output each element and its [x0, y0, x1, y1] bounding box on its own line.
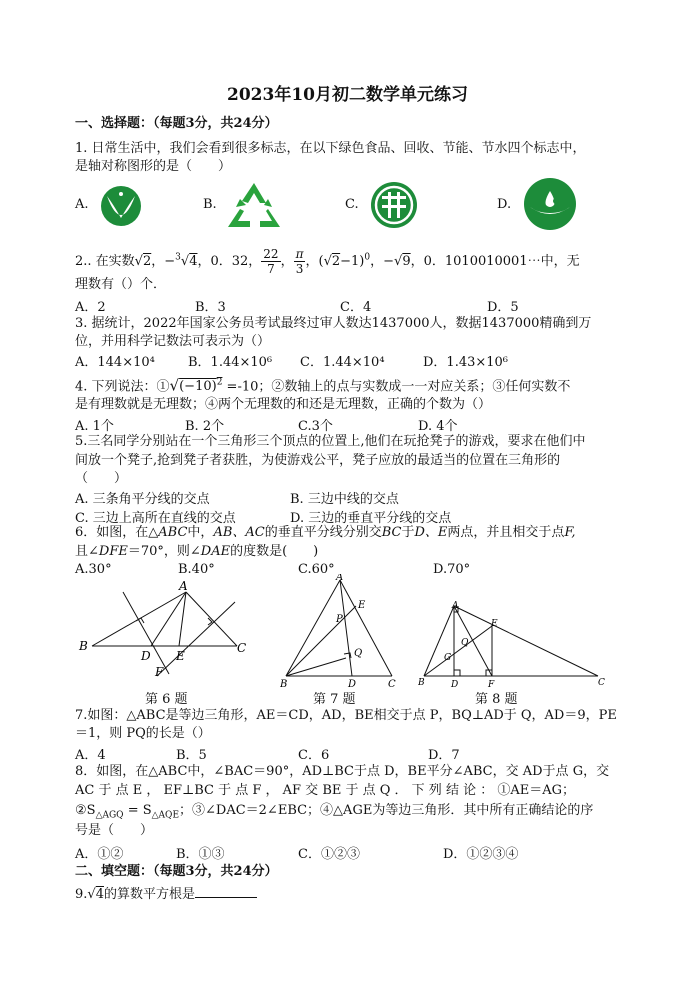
q3-line1: 3. 据统计，2022年国家公务员考试最终过审人数达1437000人，数据1437000精确到万	[75, 316, 592, 331]
green-food-icon	[95, 184, 147, 228]
q4-a: 4. 下列说法：①	[75, 379, 170, 395]
f7-caption: 第 7 题	[313, 692, 356, 707]
f7-label-p: P	[336, 614, 343, 625]
q9-prefix: 9.	[75, 887, 88, 902]
q2-line2: 理数有（）个．	[75, 277, 167, 292]
q8-option-a: A．①②	[75, 847, 124, 862]
q4-option-a: A. 1个	[75, 419, 114, 434]
q5-line2: 间放一个凳子,抢到凳子者获胜，为使游戏公平，凳子应放的最适当的位置在三角形的	[75, 453, 561, 468]
f7-label-a: A	[336, 574, 344, 583]
q6-line2: 且∠DFE＝70°，则∠DAE的度数是( )	[75, 544, 319, 559]
recycle-icon	[224, 179, 284, 231]
q3-option-a: A．144×10⁴	[75, 355, 155, 370]
q9-radicand: 4	[95, 887, 104, 902]
f8-caption: 第 8 题	[475, 692, 518, 707]
q2-sep: ，	[280, 254, 294, 269]
q8-option-b: B．①③	[176, 847, 225, 862]
q7-option-c: C．6	[298, 748, 330, 763]
f6-label-b: B	[79, 639, 88, 653]
q6-option-a: A.30°	[75, 562, 112, 577]
q2-t2: ，(	[305, 254, 324, 269]
q6-option-d: D.70°	[433, 562, 471, 577]
q4-exp: 2	[216, 378, 223, 388]
q3-option-b: B．1.44×10⁶	[188, 355, 273, 370]
q7-option-d: D．7	[428, 748, 460, 763]
energy-saving-icon	[368, 180, 420, 230]
q5-line1: 5.三名同学分别站在一个三角形三个顶点的位置上,他们在玩抢凳子的游戏，要求在他们中	[75, 434, 586, 449]
q7-option-a: A．4	[75, 748, 106, 763]
q9-answer-blank[interactable]	[195, 885, 257, 898]
q7-line2: ＝1，则 PQ的长是（）	[75, 726, 211, 741]
q4-line2: 是有理数就是无理数；④两个无理数的和还是无理数，正确的个数为（）	[75, 397, 492, 412]
f7-label-q: Q	[354, 648, 363, 659]
q2-t1: ，−	[151, 254, 176, 269]
q6-line1: 6．如图，在△ABC中，AB、AC的垂直平分线分别交BC于D、E两点，并且相交于点F,	[75, 525, 576, 540]
q2-option-d: D．5	[487, 300, 519, 315]
f6-label-d: D	[141, 649, 151, 663]
q2-option-b: B．3	[195, 300, 226, 315]
q2-t2b: −1)	[340, 254, 365, 269]
q2-prefix: 2.. 在实数	[75, 254, 135, 269]
q2-option-a: A．2	[75, 300, 106, 315]
section-choice-header: 一、选择题：（每题3分，共24分）	[75, 116, 278, 131]
f8-label-f: F	[488, 680, 495, 690]
q5-line3: （ ）	[75, 471, 128, 486]
q5-option-b: B. 三边中线的交点	[290, 492, 399, 507]
q4-option-c: C.3个	[298, 419, 333, 434]
q2-t3: ，−	[370, 254, 395, 269]
q8-line1: 8．如图，在△ABC中，∠BAC＝90°，AD⊥BC于点 D，BE平分∠ABC，交 AD于点 G，交	[75, 764, 610, 779]
q2-t1c: ，0．32，	[197, 254, 262, 269]
q2-t4: ，0．1010010001⋯中，无	[410, 254, 580, 269]
q1-label-c: C.	[345, 197, 359, 212]
f8-label-c: C	[598, 678, 605, 688]
f6-label-c: C	[237, 641, 247, 655]
f6-label-e: E	[176, 649, 185, 663]
q4-option-b: B. 2个	[185, 419, 225, 434]
q8-option-c: C．①②③	[298, 847, 360, 862]
q2-option-c: C．4	[340, 300, 372, 315]
q2-line1: 2.. 在实数√2，−$^3$√4，0．32， $\frac{22}{7}$ ， $\frac{\pi}{3}$ ，$(√2-1)^0$，−√9，0．1010010001⋯中，无	[75, 247, 580, 276]
q7-line1: 7.如图：△ABC是等边三角形，AE＝CD，AD，BE相交于点 P，BQ⊥AD于 Q，AD＝9，PE	[75, 708, 617, 723]
q2-sqrt9: 9	[402, 254, 411, 269]
q8-line2: AC 于 点 E ， EF⊥BC 于 点 F ， AF 交 BE 于 点 Q ． 下 列 结 论 ： ①AE＝AG；	[75, 783, 575, 798]
sqrt2: √2	[134, 254, 152, 269]
q2-exp: 0	[364, 252, 371, 263]
q2-frac2: $\frac{\pi}{3}$	[295, 247, 304, 276]
q9-line: 9.√4的算数平方根是	[75, 885, 257, 904]
q3-option-d: D．1.43×10⁶	[423, 355, 509, 370]
q1-line1: 1. 日常生活中，我们会看到很多标志，在以下绿色食品、回收、节能、节水四个标志中，	[75, 141, 586, 156]
q6-option-b: B.40°	[178, 562, 215, 577]
f8-label-g: G	[444, 653, 452, 663]
f8-label-q: Q	[461, 638, 469, 648]
q1-line2: 是轴对称图形的是（ ）	[75, 159, 232, 174]
q3-line2: 位，并用科学记数法可表示为（）	[75, 334, 271, 349]
q5-option-d: D. 三边的垂直平分线的交点	[290, 511, 452, 526]
q5-option-c: C. 三边上高所在直线的交点	[75, 511, 236, 526]
f7-label-c: C	[388, 679, 396, 690]
q3-option-c: C．1.44×10⁴	[300, 355, 385, 370]
f7-label-b: B	[280, 679, 288, 690]
f6-label-a: A	[179, 579, 188, 593]
q4-d: =-10；②数轴上的点与实数成一一对应关系；③任何实数不	[222, 379, 571, 395]
q1-label-a: A.	[75, 197, 89, 212]
figure-q7	[280, 574, 400, 692]
figure-q8	[418, 600, 608, 690]
q8-option-d: D．①②③④	[443, 847, 519, 862]
q1-label-b: B.	[203, 197, 217, 212]
page-title: 2023年10月初二数学单元练习	[227, 85, 468, 105]
f6-caption: 第 6 题	[145, 692, 188, 707]
q2-frac1: $\frac{22}{7}$	[263, 247, 279, 276]
f8-label-d: D	[451, 680, 459, 690]
q6-option-c: C.60°	[298, 562, 335, 577]
water-saving-icon	[522, 177, 578, 231]
q8-line4: 号是（ ）	[75, 823, 154, 838]
f7-label-d: D	[348, 679, 357, 690]
f8-label-b: B	[418, 678, 425, 688]
f6-label-f: F	[155, 665, 164, 679]
q4-line1: 4. 下列说法：$①√(-10)^2 =-10$；②数轴上的点与实数成一一对应关系；③任何实数不	[75, 376, 571, 395]
q7-option-b: B．5	[176, 748, 207, 763]
q4-option-d: D. 4个	[418, 419, 458, 434]
f8-label-a: A	[452, 601, 459, 611]
f7-label-e: E	[358, 600, 366, 611]
q1-label-d: D.	[497, 197, 512, 212]
q5-option-a: A. 三条角平分线的交点	[75, 492, 210, 507]
q4-radicand: (−10)	[179, 379, 217, 395]
figure-q6	[75, 578, 265, 688]
q2-cbrt-radicand: 4	[189, 254, 198, 269]
section-fill-header: 二、填空题：（每题3分，共24分）	[75, 864, 278, 879]
q8-line3: $②S_{\triangle AGQ} = S_{\triangle AQE}$；③∠DAC＝2∠EBC；④△AGE为等边三角形．其中所有正确结论的序	[75, 803, 594, 821]
q9-text: 的算数平方根是	[103, 887, 195, 902]
f8-label-e: E	[491, 619, 498, 629]
